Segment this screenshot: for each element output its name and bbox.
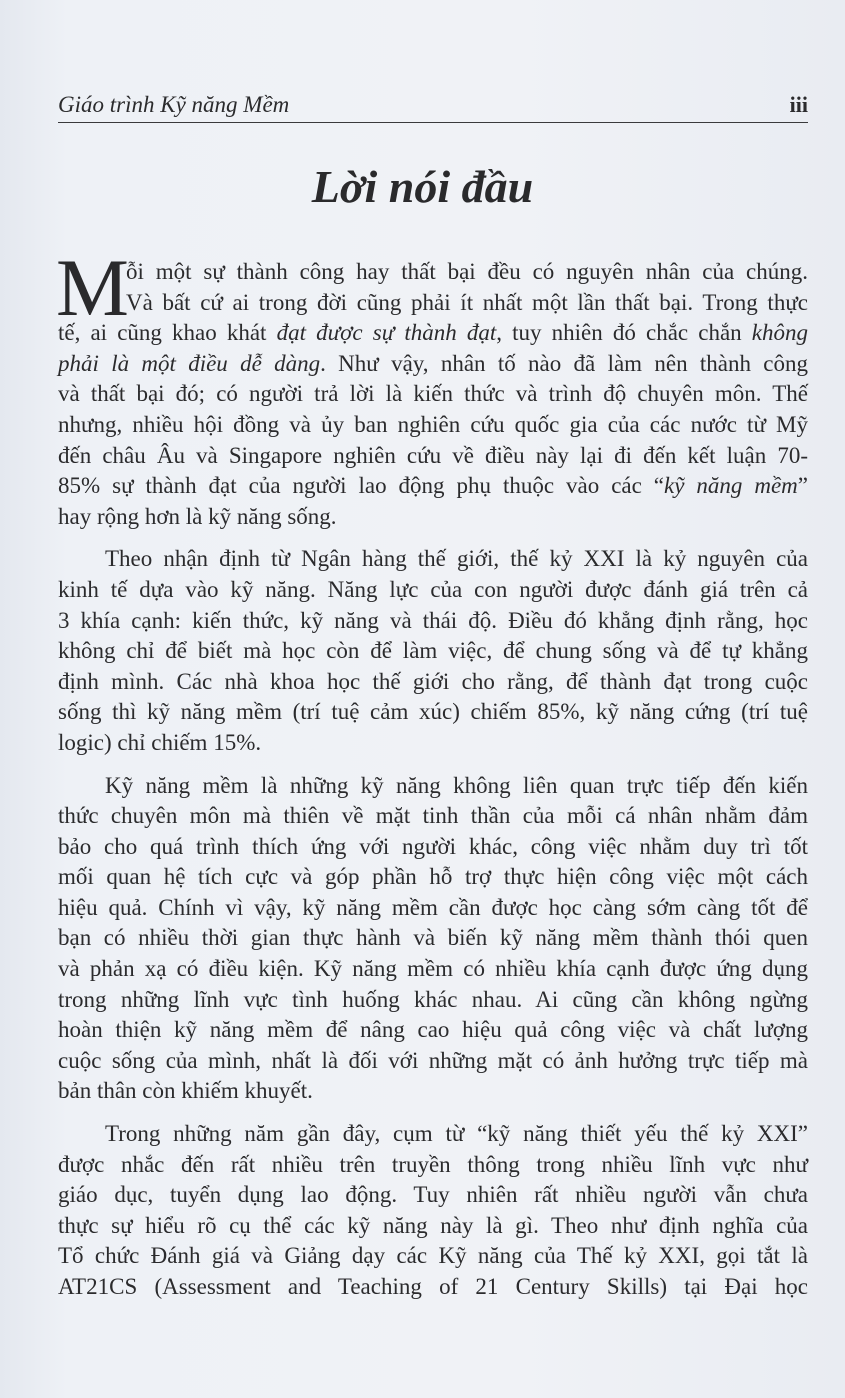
text-line bbox=[58, 1046, 808, 1077]
text-segment: thực sự hiểu rõ cụ thể các kỹ năng này là gì. Theo như định nghĩa của bbox=[58, 1212, 808, 1238]
paragraph bbox=[58, 1119, 808, 1303]
text-line bbox=[58, 923, 808, 954]
text-segment: ” bbox=[797, 473, 808, 499]
text-line bbox=[58, 575, 808, 606]
text-segment: trong những lĩnh vực tình huống khác nhau. Ai cũng cần không ngừng bbox=[58, 986, 808, 1012]
text-segment: hay rộng hơn là kỹ năng sống. bbox=[58, 503, 337, 529]
text-line bbox=[58, 1076, 808, 1107]
text-segment: bản thân còn khiếm khuyết. bbox=[58, 1078, 313, 1104]
text-segment: , tuy nhiên đó chắc chắn bbox=[496, 320, 752, 346]
text-segment: AT21CS (Assessment and Teaching of 21 Century Skills) tại Đại học bbox=[58, 1274, 808, 1299]
text-line bbox=[58, 349, 808, 380]
text-line bbox=[58, 1119, 808, 1150]
text-segment: định mình. Các nhà khoa học thế giới cho rằng, để thành đạt trong cuộc bbox=[58, 668, 808, 694]
text-line bbox=[58, 771, 808, 802]
text-line bbox=[58, 832, 808, 863]
italic-text: kỹ năng mềm bbox=[664, 473, 798, 499]
text-line bbox=[58, 379, 808, 410]
text-line bbox=[58, 862, 808, 893]
text-segment: Trong những năm gần đây, cụm từ “kỹ năng thiết yếu thế kỷ XXI” bbox=[105, 1121, 808, 1147]
text-line bbox=[58, 1211, 808, 1242]
text-line bbox=[58, 1150, 808, 1181]
text-segment: không chỉ để biết mà học còn để làm việc, để chung sống và để tự khẳng bbox=[58, 638, 808, 664]
text-segment: và phản xạ có điều kiện. Kỹ năng mềm có nhiều khía cạnh được ứng dụng bbox=[58, 956, 808, 982]
text-segment: 85% sự thành đạt của người lao động phụ thuộc vào các “ bbox=[58, 473, 664, 499]
text-line bbox=[58, 318, 808, 349]
text-segment: bảo cho quá trình thích ứng với người khác, công việc nhằm duy trì tốt bbox=[58, 833, 808, 859]
text-segment: được nhắc đến rất nhiều trên truyền thông trong nhiều lĩnh vực như bbox=[58, 1151, 808, 1177]
text-segment: ỗi một sự thành công hay thất bại đều có nguyên nhân của chúng. bbox=[126, 259, 808, 284]
text-segment: 3 khía cạnh: kiến thức, kỹ năng và thái độ. Điều đó khẳng định rằng, học bbox=[58, 607, 808, 633]
text-segment: cuộc sống của mình, nhất là đối với những mặt có ảnh hưởng trực tiếp mà bbox=[58, 1047, 808, 1073]
text-segment: sống thì kỹ năng mềm (trí tuệ cảm xúc) chiếm 85%, kỹ năng cứng (trí tuệ bbox=[58, 699, 808, 725]
running-header bbox=[58, 88, 808, 123]
text-segment: Theo nhận định từ Ngân hàng thế giới, thế kỷ XXI là kỷ nguyên của bbox=[105, 546, 808, 572]
text-line bbox=[58, 801, 808, 832]
page-number: iii bbox=[789, 92, 808, 117]
text-segment: đến châu Âu và Singapore nghiên cứu về điều này lại đi đến kết luận 70- bbox=[58, 442, 808, 468]
italic-text: không bbox=[751, 320, 808, 346]
text-segment: logic) chỉ chiếm 15%. bbox=[58, 729, 262, 755]
text-segment: Và bất cứ ai trong đời cũng phải ít nhất một lần thất bại. Trong thực bbox=[126, 289, 808, 315]
text-segment: kinh tế dựa vào kỹ năng. Năng lực của con người được đánh giá trên cả bbox=[58, 576, 808, 602]
text-segment: mối quan hệ tích cực và góp phần hỗ trợ thực hiện công việc một cách bbox=[58, 864, 808, 890]
text-segment: hoàn thiện kỹ năng mềm để nâng cao hiệu quả công việc và chất lượng bbox=[58, 1017, 808, 1043]
paragraph bbox=[58, 544, 808, 758]
paragraph bbox=[56, 242, 808, 532]
text-segment: và thất bại đó; có người trả lời là kiến thức và trình độ chuyên môn. Thế bbox=[58, 381, 808, 407]
text-line bbox=[58, 257, 808, 288]
text-line bbox=[58, 1180, 808, 1211]
text-line bbox=[58, 697, 808, 728]
text-segment: hiệu quả. Chính vì vậy, kỹ năng mềm cần được học càng sớm càng tốt để bbox=[58, 894, 808, 920]
text-line bbox=[58, 544, 808, 575]
chapter-title: Lời nói đầu bbox=[311, 161, 534, 212]
text-segment: . Như vậy, nhân tố nào đã làm nên thành công bbox=[320, 350, 808, 376]
text-line bbox=[58, 1272, 808, 1303]
running-header-title: Giáo trình Kỹ năng Mềm bbox=[58, 92, 290, 117]
text-line bbox=[58, 441, 808, 472]
italic-text: phải là một điều dễ dàng bbox=[58, 350, 321, 376]
text-segment: bạn có nhiều thời gian thực hành và biến kỹ năng mềm thành thói quen bbox=[58, 925, 808, 951]
text-line bbox=[58, 606, 808, 637]
text-line bbox=[58, 288, 808, 319]
text-line bbox=[58, 471, 808, 502]
text-line bbox=[58, 728, 808, 759]
body-text bbox=[56, 242, 808, 1315]
text-line bbox=[58, 1015, 808, 1046]
text-line bbox=[58, 502, 808, 533]
text-segment: thức chuyên môn mà thiên về mặt tinh thần của mỗi cá nhân nhằm đảm bbox=[58, 803, 808, 829]
text-line bbox=[58, 1241, 808, 1272]
text-line bbox=[58, 667, 808, 698]
text-segment: giáo dục, tuyển dụng lao động. Tuy nhiên rất nhiều người vẫn chưa bbox=[58, 1182, 808, 1208]
paragraph bbox=[58, 771, 808, 1108]
drop-cap: M bbox=[56, 242, 129, 333]
text-line bbox=[58, 636, 808, 667]
italic-text: đạt được sự thành đạt bbox=[276, 320, 497, 346]
text-segment: tế, ai cũng khao khát bbox=[58, 320, 277, 346]
text-segment: Kỹ năng mềm là những kỹ năng không liên quan trực tiếp đến kiến bbox=[105, 772, 808, 798]
text-line bbox=[58, 410, 808, 441]
text-segment: nhưng, nhiều hội đồng và ủy ban nghiên cứu quốc gia của các nước từ Mỹ bbox=[58, 411, 808, 437]
text-segment: Tổ chức Đánh giá và Giảng dạy các Kỹ năng của Thế kỷ XXI, gọi tắt là bbox=[58, 1243, 808, 1269]
text-line bbox=[58, 893, 808, 924]
text-line bbox=[58, 985, 808, 1016]
text-line bbox=[58, 954, 808, 985]
